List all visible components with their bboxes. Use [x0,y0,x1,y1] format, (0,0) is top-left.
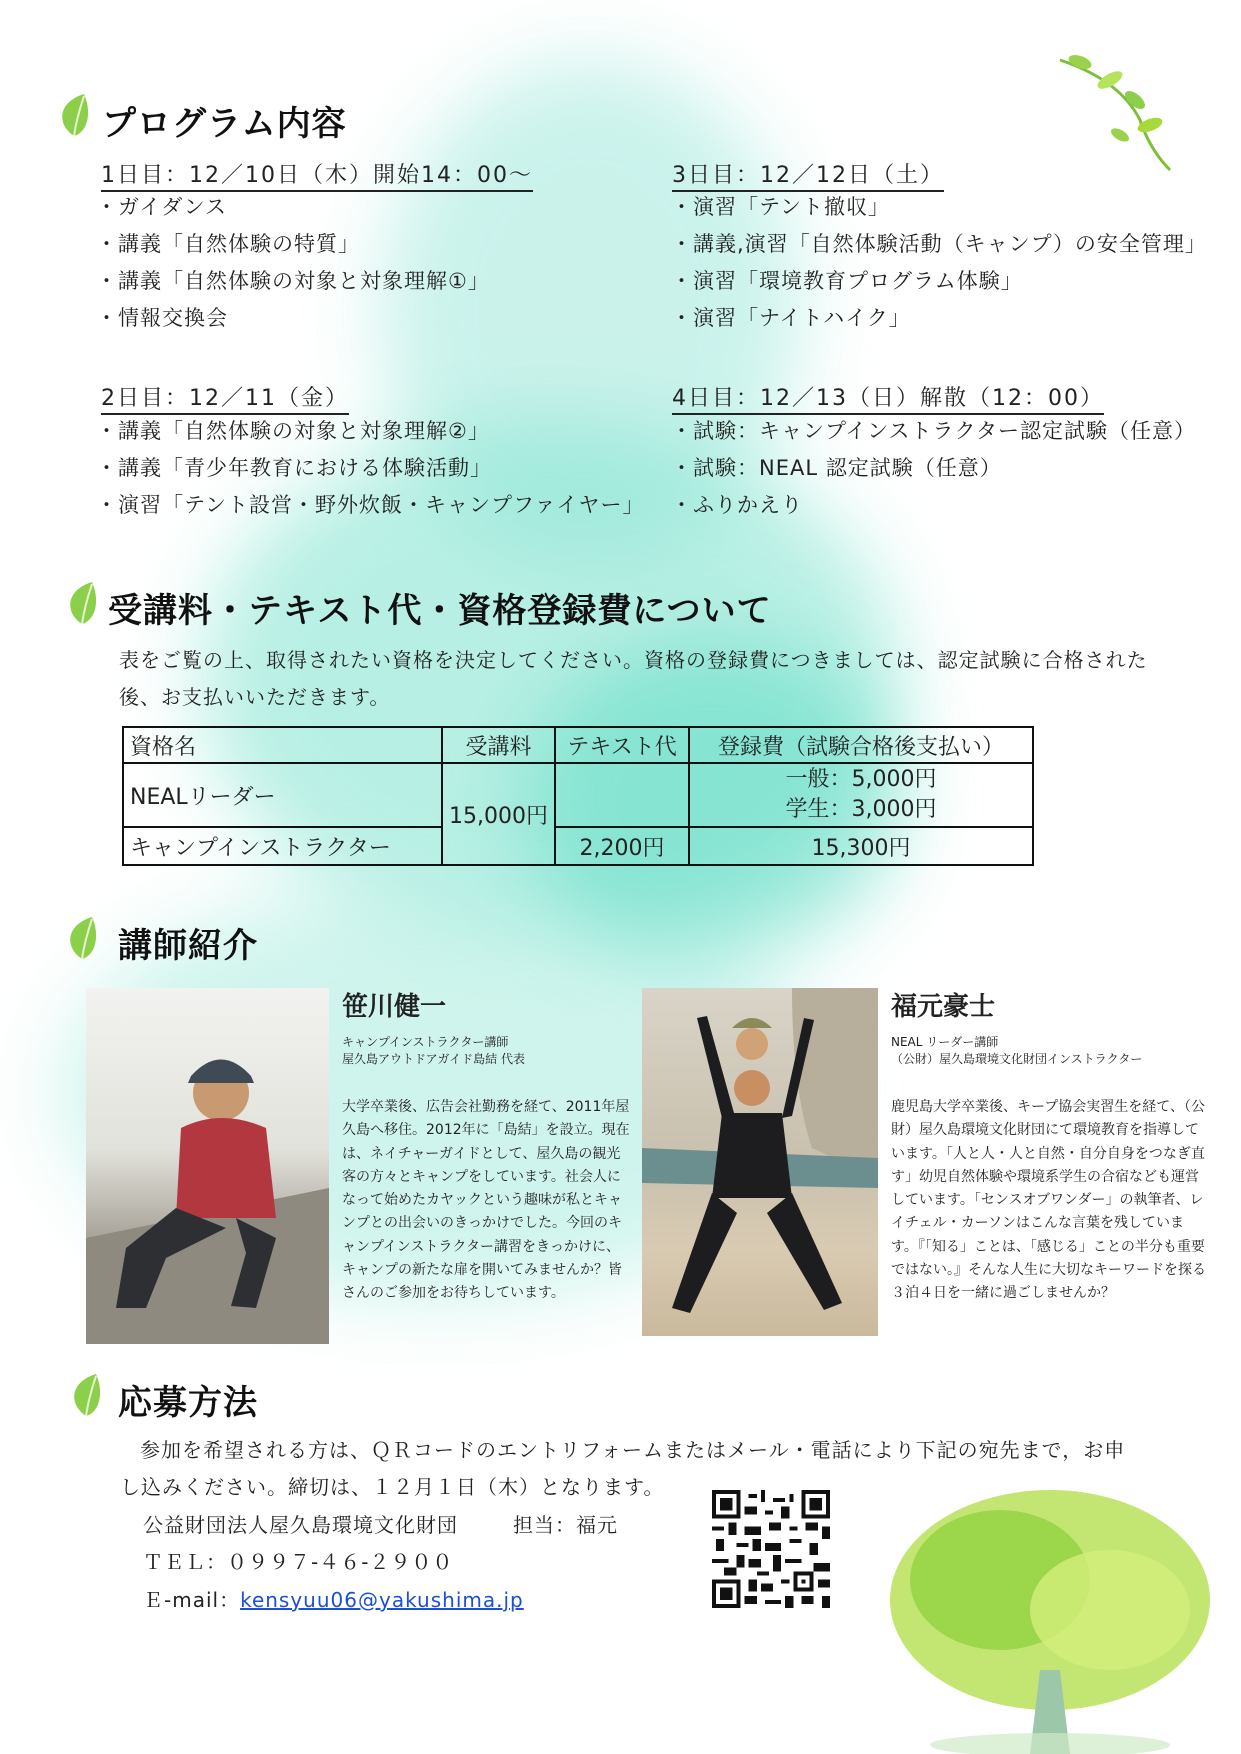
list-item: ・演習「テント撤収」 [671,195,890,219]
instructor-role: キャンプインストラクター講師 [342,1035,509,1049]
day4-heading: 4日目：12／13（日）解散（12：00） [672,381,1104,415]
leaf-icon [66,1372,106,1418]
list-item: ・講義「自然体験の対象と対象理解①」 [96,269,490,293]
day1-list [96,189,490,337]
instructor-name: 福元豪士 [891,992,996,1022]
phone-number: ＴＥＬ：０９９７-４６-２９００ [143,1550,454,1574]
list-item: ・ガイダンス [96,195,227,219]
table-cell: 2,200円 [555,827,689,865]
program-title: プログラム内容 [102,104,347,144]
apply-text: し込みください。締切は、１２月１日（木）となります。 [120,1475,665,1499]
day3-heading: 3日目：12／12日（土） [672,158,944,192]
list-item: ・講義,演習「自然体験活動（キャンプ）の安全管理」 [671,232,1207,256]
apply-title: 応募方法 [118,1383,258,1423]
instructor-bio: 鹿児島大学卒業後、キープ協会実習生を経て、（公財）屋久島環境文化財団にて環境教育を指導しています。「人と人・人と自然・自分自身をつなぎ直す」幼児自然体験や環境系学生の合宿なども運営しています。「センスオブワンダー」の執筆者、レイチェル・カーソンはこんな言葉を残しています。『「知る」ことは、「感じる」ことの半分も重要ではない。』そんな人生に大切なキーワードを探る３泊４日を一緒に過ごしませんか？ [891,1099,1206,1302]
table-header: 受講料 [442,727,555,763]
table-cell [689,763,1033,827]
list-item: ・ふりかえり [671,493,803,517]
table-cell: キャンプインストラクター [123,827,442,865]
list-item: ・講義「自然体験の特質」 [96,232,360,256]
fees-table [122,726,1034,866]
day3-list [671,189,1207,337]
org-name: 公益財団法人屋久島環境文化財団 [143,1513,458,1537]
instructor-role: （公財）屋久島環境文化財団インストラクター [891,1052,1143,1066]
vine-decoration [1050,40,1200,180]
email-label: Ｅ-mail： [143,1588,241,1612]
list-item: ・試験：キャンプインストラクター認定試験（任意） [671,419,1197,443]
table-cell [555,763,689,827]
leaf-icon [62,580,102,626]
tree-decoration [870,1470,1230,1754]
list-item: ・演習「環境教育プログラム体験」 [671,269,1023,293]
list-item: ・演習「テント設営・野外炊飯・キャンプファイヤー」 [96,493,645,517]
list-item: ・試験：NEAL 認定試験（任意） [671,456,1002,480]
fee-student: 学生：3,000円 [785,797,937,822]
table-header: 登録費（試験合格後支払い） [689,727,1033,763]
day2-list [96,413,645,524]
leaf-icon [54,92,94,138]
apply-text: 参加を希望される方は、ＱＲコードのエントリフォームまたはメール・電話により下記の宛先まで，お申 [140,1438,1126,1462]
leaf-icon [62,915,102,961]
email-row [143,1584,524,1613]
list-item: ・情報交換会 [96,306,228,330]
qr-code[interactable] [712,1490,830,1608]
list-item: ・演習「ナイトハイク」 [671,306,911,330]
fees-intro: 表をご覧の上、取得されたい資格を決定してください。資格の登録費につきましては、認定試験に合格された後、お支払いいただきます。 [119,648,1148,709]
instructor-role: 屋久島アウトドアガイド島結 代表 [342,1052,525,1066]
day4-list [671,413,1196,524]
email-link[interactable]: kensyuu06@yakushima.jp [240,1588,524,1612]
instructor-name: 笹川健一 [342,992,447,1022]
fees-title: 受講料・テキスト代・資格登録費について [108,591,772,631]
list-item: ・講義「青少年教育における体験活動」 [96,456,492,480]
instructors-title: 講師紹介 [118,926,258,966]
instructor-photo [642,988,878,1336]
instructor-photo [86,988,329,1344]
fee-general: 一般：5,000円 [785,767,937,792]
list-item: ・講義「自然体験の対象と対象理解②」 [96,419,490,443]
instructor-role: NEAL リーダー講師 [891,1035,999,1049]
table-header: テキスト代 [555,727,689,763]
table-header: 資格名 [123,727,442,763]
day2-heading: 2日目：12／11（金） [101,381,349,415]
table-cell: 15,300円 [689,827,1033,865]
instructor-bio: 大学卒業後、広告会社勤務を経て、2011年屋久島へ移住。2012年に「島結」を設立。現在は、ネイチャーガイドとして、屋久島の観光客の方々とキャンプをしています。社会人になって始めたカヤックという趣味が私とキャンプとの出会いのきっかけでした。今回のキャンプインストラクター講習をきっかけに、キャンプの新たな扉を開いてみませんか？皆さんのご参加をお待ちしています。 [342,1099,630,1302]
table-cell: 15,000円 [442,763,555,865]
table-cell: NEALリーダー [123,763,442,827]
day1-heading: 1日目：12／10日（木）開始14：00～ [101,158,533,192]
contact-person: 担当：福元 [513,1513,618,1537]
